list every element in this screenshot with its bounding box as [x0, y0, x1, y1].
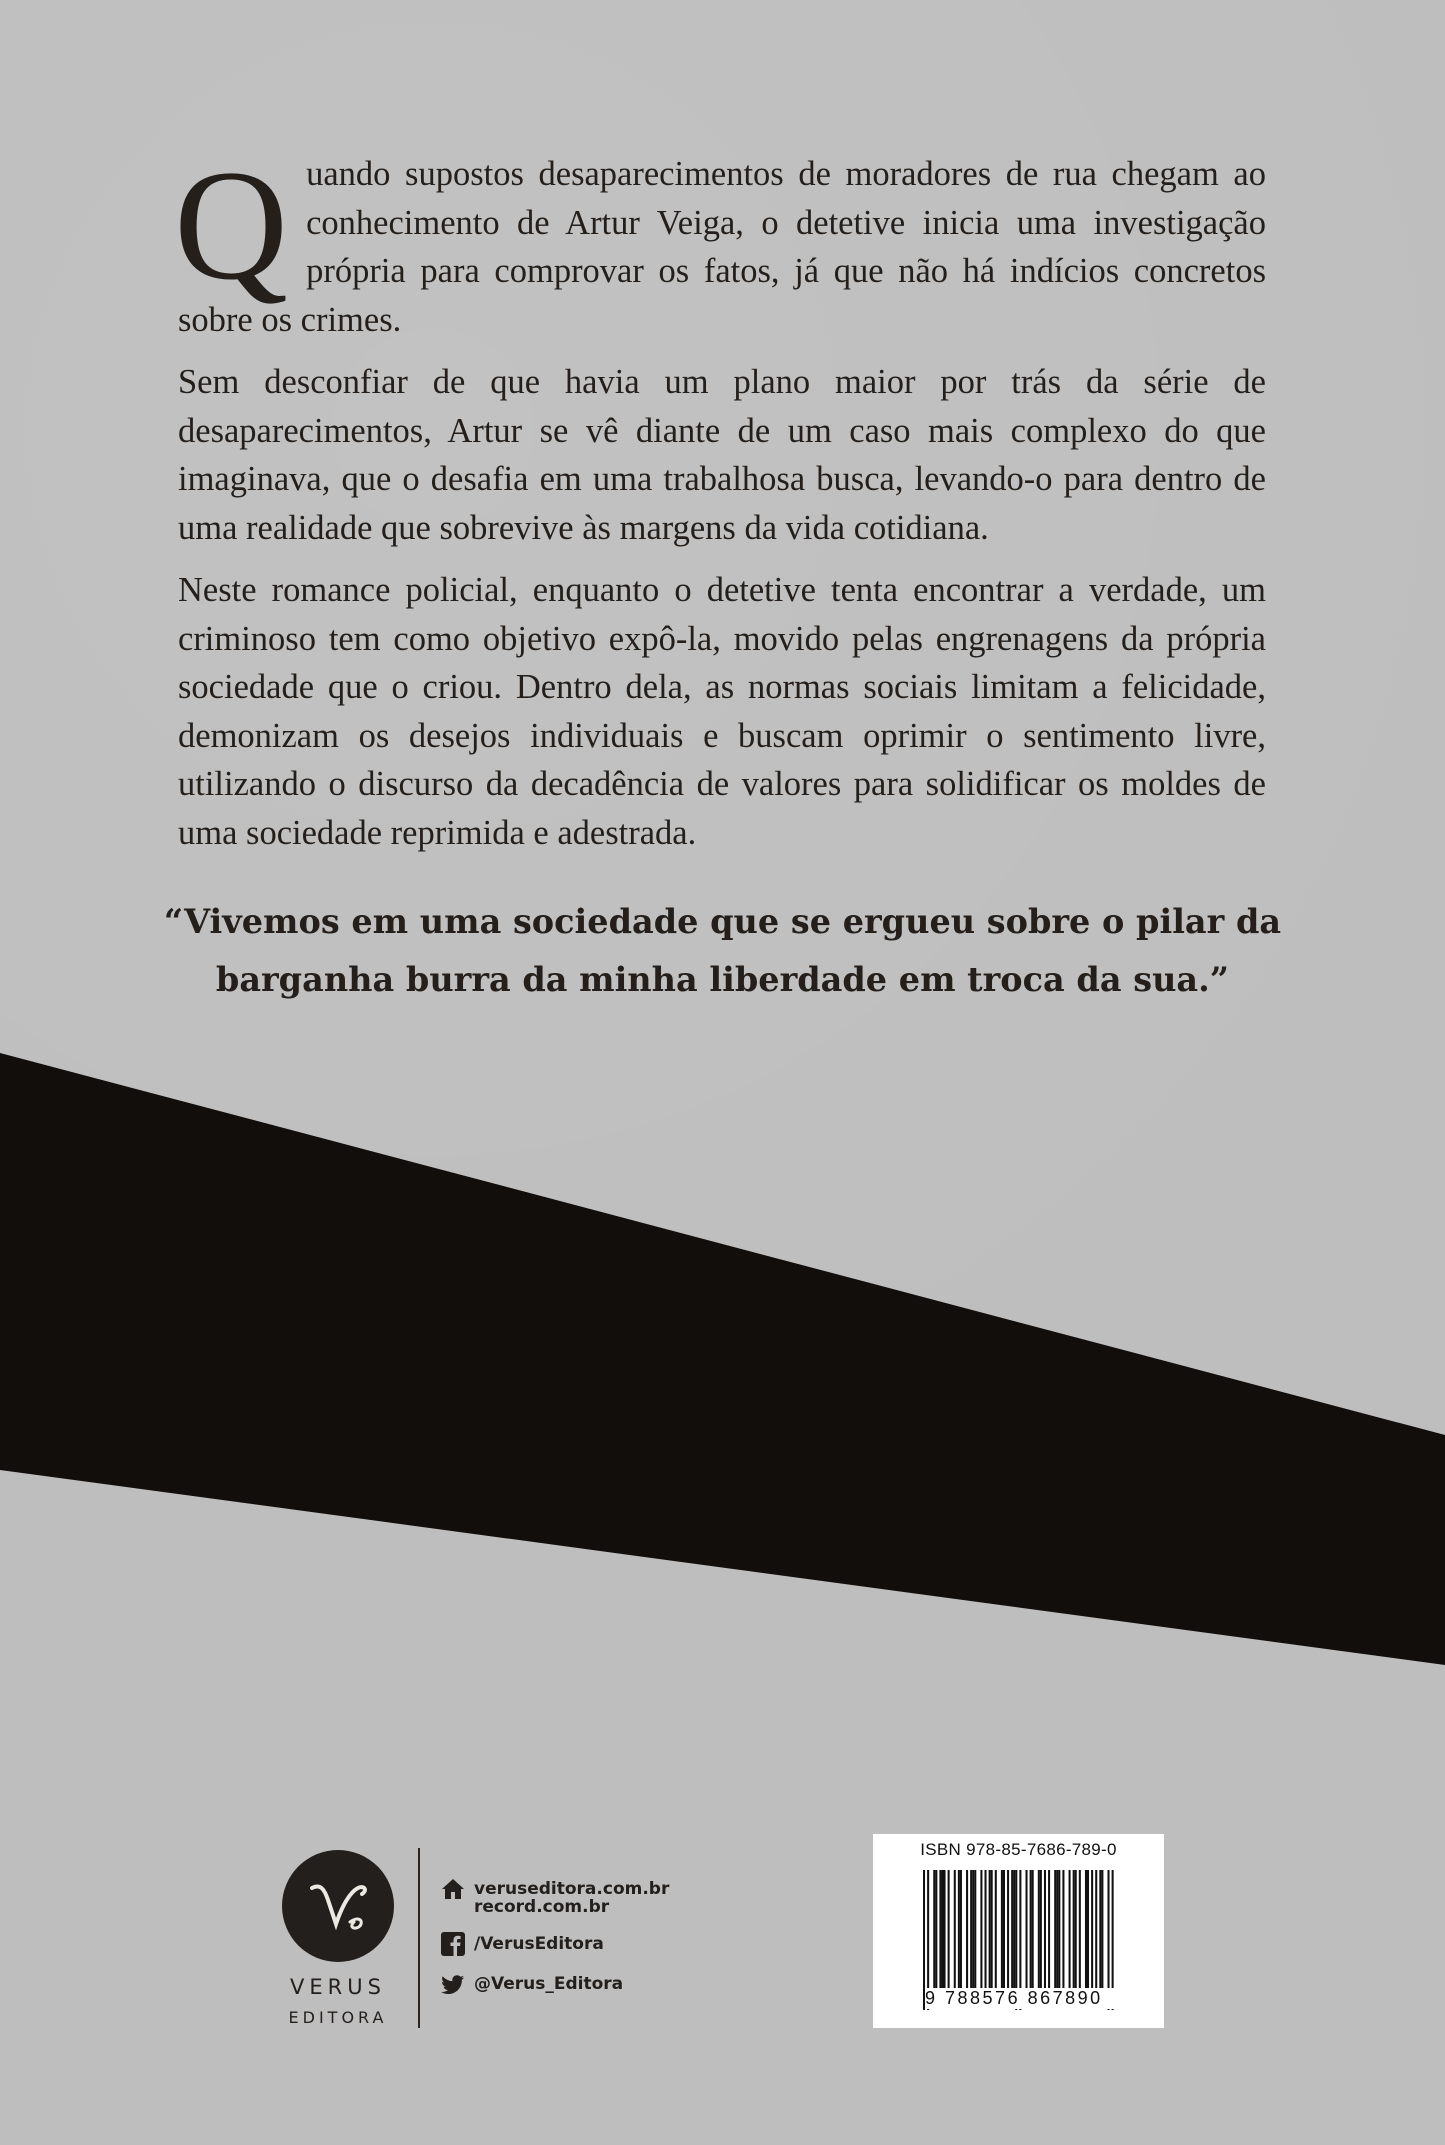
barcode-bar	[1007, 1870, 1009, 1988]
barcode-bar	[1085, 1870, 1087, 1988]
barcode-digits: 9 788576 867890	[925, 1988, 1145, 2009]
barcode-bar	[948, 1870, 950, 1988]
barcode-bar	[935, 1870, 937, 1988]
contact-website-2-row[interactable]	[474, 1896, 609, 1918]
barcode-bar	[1079, 1870, 1081, 1988]
barcode-bar	[941, 1870, 943, 1988]
logo-v-glyph	[298, 1866, 378, 1946]
pull-quote-line-1: “Vivemos em uma sociedade que se ergueu sobre o pilar da	[163, 902, 1282, 941]
barcode-bar	[966, 1870, 968, 1988]
isbn-barcode-label	[873, 1834, 1164, 2028]
barcode-bar	[939, 1870, 941, 1988]
barcode-bar	[1044, 1870, 1046, 1988]
barcode-bar	[1038, 1870, 1040, 1988]
barcode-bar	[1026, 1870, 1028, 1988]
pull-quote	[150, 893, 1295, 1009]
barcode-bar	[1040, 1870, 1042, 1988]
barcode-bar	[1091, 1870, 1093, 1988]
pull-quote-line-2: barganha burra da minha liberdade em troca da sua.”	[215, 960, 1230, 999]
vertical-divider	[418, 1848, 420, 2028]
twitter-icon	[440, 1971, 466, 1997]
website-link-2[interactable]: record.com.br	[474, 1897, 610, 1917]
barcode-bar	[1099, 1870, 1101, 1988]
barcode-bar	[972, 1870, 974, 1988]
paragraph-1-text: uando supostos desaparecimentos de moradores de rua chegam ao conhecimento de Artur Veiga, o detetive inicia uma investigação própria para comprovar os fatos, já que não há indícios concretos sobre os crimes.	[178, 155, 1266, 339]
synopsis-paragraph-3: Neste romance policial, enquanto o detetive tenta encontrar a verdade, um criminoso tem como objetivo expô-la, movido pelas engrenagens da própria sociedade que o criou. Dentro dela, as normas sociais limitam a felicidade, demonizam os desejos individuais e buscam oprimir o sentimento livre, utilizando o discurso da decadência de valores para solidificar os moldes de uma sociedade reprimida e adestrada.	[178, 571, 1266, 852]
synopsis-text	[174, 138, 1266, 871]
barcode-bar	[958, 1870, 960, 1988]
barcode-bar	[944, 1870, 946, 1988]
barcode-bar	[1013, 1870, 1015, 1988]
barcode-bar	[1030, 1870, 1032, 1988]
barcode-bar	[1048, 1870, 1050, 1988]
barcode-bar	[1032, 1870, 1034, 1988]
barcode-bar	[1069, 1870, 1071, 1988]
facebook-icon	[440, 1931, 466, 1957]
barcode-bar	[1058, 1870, 1060, 1988]
home-icon	[440, 1876, 466, 1902]
barcode-bar	[1003, 1870, 1005, 1988]
barcode-bar	[1073, 1870, 1075, 1988]
barcode-bar	[985, 1870, 987, 1988]
synopsis-paragraph-2: Sem desconfiar de que havia um plano maior por trás da série de desaparecimentos, Artur se vê diante de um caso mais complexo do que imaginava, que o desafia em uma trabalhosa busca, levando-o para dentro de uma realidade que sobrevive às margens da vida cotidiana.	[178, 363, 1266, 547]
website-link[interactable]: veruseditora.com.br	[474, 1879, 670, 1899]
barcode-bar	[954, 1870, 956, 1988]
facebook-handle[interactable]: /VerusEditora	[474, 1934, 604, 1954]
publisher-subtitle: EDITORA	[288, 2008, 388, 2027]
barcode-bar	[1087, 1870, 1089, 1988]
barcode-bar	[1095, 1870, 1097, 1988]
barcode-bar	[995, 1870, 997, 1988]
synopsis-paragraph-1	[174, 138, 1266, 344]
barcode-bar	[1062, 1870, 1064, 1988]
barcode-bar	[1054, 1870, 1056, 1988]
isbn-number: ISBN 978-85-7686-789-0	[920, 1840, 1117, 1859]
publisher-name: VERUS	[290, 1975, 386, 1999]
barcode-bar	[989, 1870, 991, 1988]
barcode-bar	[960, 1870, 962, 1988]
barcode-bar	[991, 1870, 993, 1988]
barcode-bar	[1001, 1870, 1003, 1988]
contact-twitter-row[interactable]	[440, 1971, 623, 1997]
barcode-bar	[1075, 1870, 1077, 1988]
barcode-bar	[970, 1870, 972, 1988]
twitter-handle[interactable]: @Verus_Editora	[474, 1974, 624, 1994]
contact-facebook-row[interactable]	[440, 1931, 604, 1957]
barcode-bar	[933, 1870, 935, 1988]
barcode-bar	[1056, 1870, 1058, 1988]
verus-logo-icon	[282, 1850, 394, 1962]
barcode-bar	[1011, 1870, 1013, 1988]
barcode-bar	[974, 1870, 976, 1988]
barcode-bar	[1101, 1870, 1103, 1988]
barcode-bar	[980, 1870, 982, 1988]
drop-cap: Q	[174, 138, 289, 313]
